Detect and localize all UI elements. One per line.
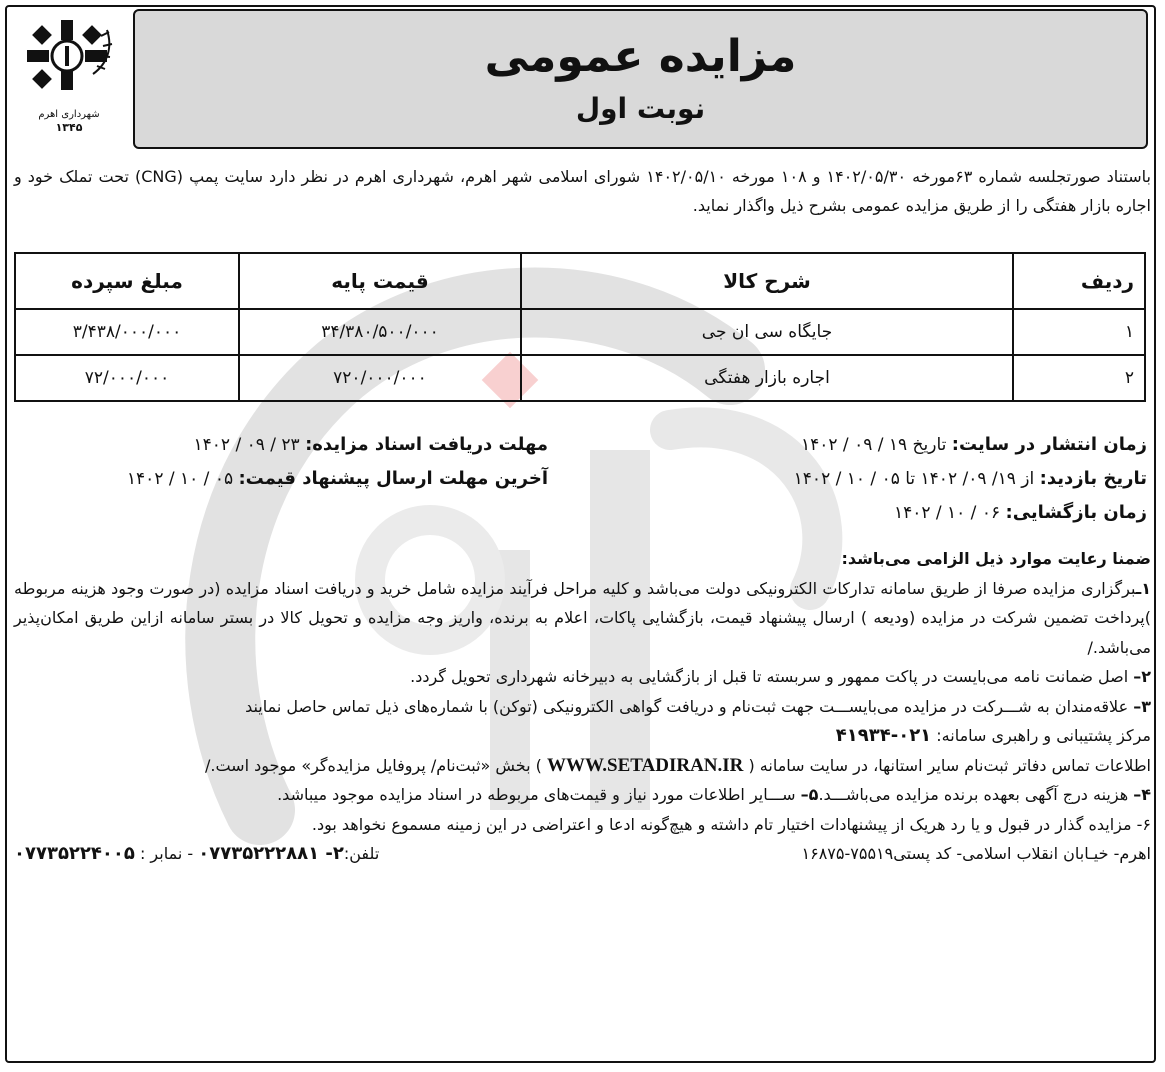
doc-deadline-label: مهلت دریافت اسناد مزایده: (305, 434, 548, 455)
visit-date-value: از ۱۹/ ۰۹/ ۱۴۰۲ تا ۰۵ / ۱۰ / ۱۴۰۲ (793, 469, 1035, 489)
municipality-emblem-icon (21, 16, 117, 104)
page-subtitle: نوبت اول (575, 92, 706, 125)
column-header-deposit: مبلغ سپرده (15, 253, 239, 309)
column-header-base-price: قیمت پایه (239, 253, 521, 309)
table-row (15, 309, 1145, 355)
schedule-right (794, 428, 1147, 530)
doc-deadline-value: ۲۳ / ۰۹ / ۱۴۰۲ (193, 435, 300, 455)
opening-date-value: ۰۶ / ۱۰ / ۱۴۰۲ (893, 503, 1001, 523)
fax-label: - نمابر : (139, 844, 194, 863)
page-title: مزایده عمومی (484, 31, 797, 82)
condition-item-4-5 (14, 780, 1151, 810)
offices-line (14, 751, 1151, 781)
fax-value: ۰۷۷۳۵۲۲۴۰۰۵ (14, 843, 135, 864)
item-number: ۴– (1133, 785, 1151, 804)
publish-date-line (794, 428, 1147, 462)
cell-deposit: ۷۲/۰۰۰/۰۰۰ (15, 355, 239, 401)
visit-date-label: تاریخ بازدید: (1039, 468, 1147, 489)
publish-date-label: زمان انتشار در سایت: (951, 434, 1147, 455)
contact-footer (14, 839, 1151, 869)
offices-text-post: ) بخش «ثبت‌نام/ پروفایل مزایده‌گر» موجود است./ (204, 755, 542, 775)
cell-deposit: ۳/۴۳۸/۰۰۰/۰۰۰ (15, 309, 239, 355)
condition-item-6: ۶- مزایده گذار در قبول و یا رد هریک از پیشنهادات اختیار تام داشته و هیچ‌گونه ادعا و اعتراضی در این زمینه مسموع نخواهد بود. (311, 814, 1151, 834)
item-number: ۵– (800, 785, 819, 804)
phone-value: ۲- ۰۷۷۳۵۲۲۲۸۸۱ (198, 843, 344, 864)
intro-paragraph: باستناد صورتجلسه شماره ۶۳مورخه ۱۴۰۲/۰۵/۳۰ و ۱۰۸ مورخه ۱۴۰۲/۰۵/۱۰ شورای اسلامی شهر اهرم، شهرداری اهرم در نظر دارد سایت پمپ (CNG) تحت تملک خود و اجاره بازار هفتگی را از طریق مزایده عمومی بشرح ذیل واگذار نماید. (14, 167, 1151, 215)
table-row (15, 355, 1145, 401)
item-number: ۲– (1133, 667, 1151, 686)
cell-description: اجاره بازار هفتگی (521, 355, 1013, 401)
support-label: مرکز پشتیبانی و راهبری سامانه: (936, 726, 1151, 745)
offices-text-pre: اطلاعات تماس دفاتر ثبت‌نام سایر استانها، در سایت سامانه ( (748, 755, 1151, 775)
column-header-description: شرح کالا (521, 253, 1013, 309)
item-text: ســـایر اطلاعات مورد نیاز و قیمت‌های مربوطه در اسناد مزایده موجود میباشد. (277, 785, 796, 804)
opening-date-line (794, 496, 1147, 530)
cell-row-number: ۱ (1013, 309, 1145, 355)
cell-base-price: ۳۴/۳۸۰/۵۰۰/۰۰۰ (239, 309, 521, 355)
bid-deadline-line (18, 462, 548, 496)
address: اهرم- خیـابان انقلاب اسلامی- کد پستی۷۵۵۱۹-۱۶۸۷۵ (801, 844, 1151, 863)
logo-org-name: شهرداری اهرم (38, 109, 100, 120)
bid-deadline-label: آخرین مهلت ارسال پیشنهاد قیمت: (238, 468, 548, 489)
logo-year: ۱۳۴۵ (55, 121, 83, 134)
cell-row-number: ۲ (1013, 355, 1145, 401)
support-phone: ۰۲۱-۴۱۹۳۴ (835, 725, 932, 746)
header-banner (133, 9, 1148, 149)
auction-items-table (14, 252, 1146, 402)
conditions-section (14, 544, 1151, 869)
item-number: ۱ـ (1135, 578, 1151, 598)
item-text: برگزاری مزایده صرفا از طریق سامانه تدارکات الکترونیکی دولت می‌باشد و کلیه مراحل فرآیند مزایده شامل خرید و دریافت اسناد مزایده (در صورت وجود هزینه مربوطه )پرداخت تضمین شرکت در مزایده (ودیعه ) ارسال پیشنهاد قیمت، بازگشایی پاکات، اعلام به برنده، واریز وجه مزایده و تحویل کالا در بستر سامانه ازاین طریق امکان‌پذیر می‌باشد./ (14, 578, 1151, 657)
conditions-heading: ضمنا رعایت موارد ذیل الزامی می‌باشد: (841, 549, 1151, 568)
cell-description: جایگاه سی ان جی (521, 309, 1013, 355)
municipality-logo (14, 16, 124, 144)
doc-deadline-line (18, 428, 548, 462)
condition-item-2 (14, 662, 1151, 692)
schedule-left (18, 428, 548, 496)
support-line (14, 721, 1151, 751)
item-text: هزینه درج آگهی بعهده برنده مزایده می‌باشـــد. (818, 785, 1129, 804)
item-text: اصل ضمانت نامه می‌بایست در پاکت ممهور و سربسته تا قبل از بازگشایی به دبیرخانه شهرداری تحویل گردد. (410, 667, 1129, 686)
website-link[interactable]: WWW.SETADIRAN.IR (547, 754, 744, 776)
opening-date-label: زمان بازگشایی: (1005, 502, 1147, 523)
phone-label: تلفن: (343, 844, 380, 863)
phone-fax (14, 839, 379, 869)
item-text: علاقه‌مندان به شـــرکت در مزایده می‌بایســـت جهت ثبت‌نام و دریافت گواهی الکترونیکی (توکن) با شماره‌های ذیل تماس حاصل نمایند (245, 696, 1129, 716)
table-header-row (15, 253, 1145, 309)
bid-deadline-value: ۰۵ / ۱۰ / ۱۴۰۲ (126, 469, 234, 489)
publish-date-value: تاریخ ۱۹ / ۰۹ / ۱۴۰۲ (800, 435, 947, 455)
visit-date-line (794, 462, 1147, 496)
column-header-row-number: ردیف (1013, 253, 1145, 309)
cell-base-price: ۷۲۰/۰۰۰/۰۰۰ (239, 355, 521, 401)
condition-item-1 (14, 574, 1151, 663)
condition-item-3 (14, 692, 1151, 722)
item-number: ۳– (1133, 696, 1151, 716)
